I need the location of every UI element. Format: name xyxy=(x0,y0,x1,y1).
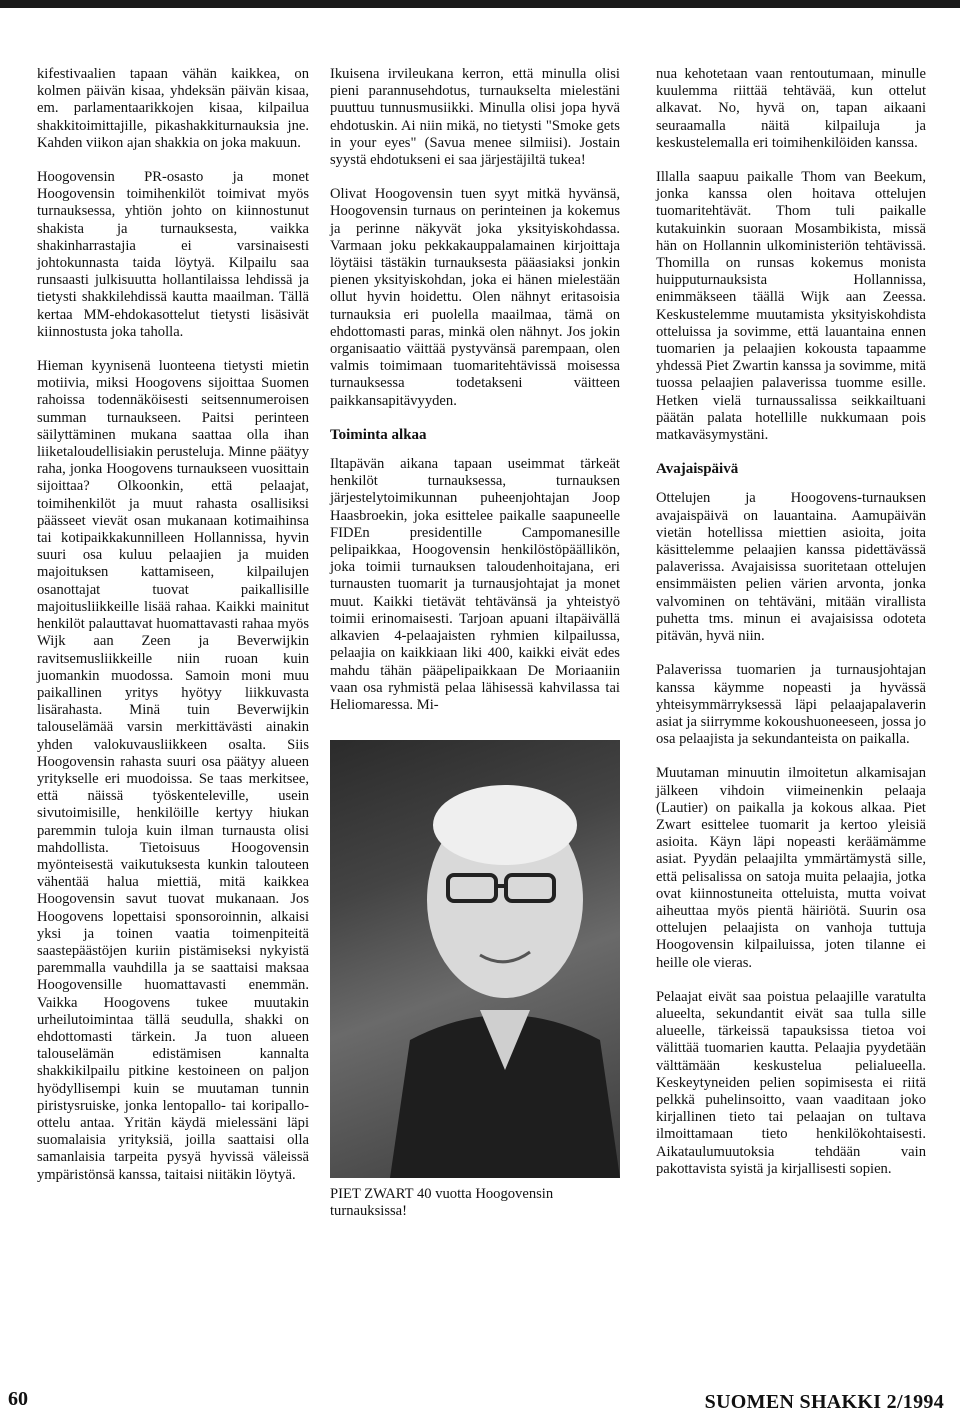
page-number: 60 xyxy=(8,1388,28,1410)
paragraph: nua kehotetaan vaan rentoutumaan, minulle kuulemma riittää tehtävää, kun ottelut alkavat. No, hyvä on, tapan aikaani seuraamalla näitä kilpailuja ja keskustelemalla eri toimihenkilöiden kanssa. xyxy=(656,66,926,151)
paragraph: Iltapävän aikana tapaan useimmat tärkeät henkilöt turnauksessa, turnauksen järjestelytoimikunnan puheenjohtajan Joop Haasbroekin, joka esittelee paikalle saapuneelle FIDEn presidentille Campomanesille pelipaikkaa, Hoogovensin henkilöstöpäällikön, joka toimii turnauksen taloudenhoitajana, eri turnausten tuomarit ja turnausjohtajat ja monet muut. Kaikki tietävät tehtävänsä ja yhteistyö toimii erinomaisesti. Tarjoan apuani iltapäivällä alkavien 4-pelaajaisten ryhmien kilpailussa, pelaajia on kaikkiaan liki 400, kaikki eivät edes mahdu tähän pääpelipaikkaan De Moriaaniin vaan osa ryhmistä pelaa lähisessä kahvilassa tai Heliomaressa. Mi- xyxy=(330,456,620,713)
paragraph: Hieman kyynisenä luonteena tietysti mietin motiivia, miksi Hoogovens sijoittaa Suomen rahoissa todennäköisesti seitsennumeroisen summan turnaukseen. Paitsi perinteen säilyttäminen mukana saattaa olla ihan liiketaloudellisiakin perusteluja. Minne päätyy raha, jonka Hoogovens turnaukseen vuosittain sijoittaa? Olkoonkin, että pelaajat, toimihenkilöt ja muut rahasta osallisiksi päässeet vievät osan mukanaan kotimaihinsa tai kotipaikkakunnilleen Hollannissa, hyvin suuri osa kuluu pelaajien ja muiden majoituksen kattamiseen, kilpailujen osanottajat tuovat paikallisille majoitusliikkeille lisää rahaa. Kaikki mainitut henkilöt palauttavat huomattavasti rahaa myös Wijk aan Zeen ja Beverwijkin ravitsemusliikkeille niin ruoan kuin juomankin muodossa. Samoin moni muu paikallinen yritys hyötyy liikkuvasta lisärahasta. Minä tuin Beverwijkin talouselämää varsin merkittävästi ainakin yhden valokuvausliikkeen osalta. Siis Hoogovensin rahasta suuri osa päätyy alueen yritykselle eri muodoissa. Se taas merkitsee, että näissä työskenteleville, usein sivutoimisille, henkilöille kertyy hiukan paremmin tuloja kuin ilman turnausta olisi mahdollista. Tietoisuus Hoogovensin myönteisestä vaikutuksesta kunkin talouteen vähentää halua miettiä, mitä kaikkea Hoogovensin savut tuovat mukanaan. Jos Hoogovens lopettaisi sponsoroinnin, alkaisi yksi ja toinen vaatia toimenpiteitä saastepäästöjen kuriin pistämiseksi nykyistä paremmalla vauhdilla ja se saattaisi maksaa Hoogovensille huomattavasti enemmän. Vaikka Hoogovens tukee muutakin urheilutoimintaa tällä seudulla, shakki on ehdottomasti tärkein. Ja tuon alueen talouselämän edistämisen kannalta shakkikilpailu pitkine kestoineen on paljon hyödyllisempi kuin se muutaman tunnin piristysruiske, jonka lentopallo- tai koripallo-ottelu antaa. Yritän käydä mielessäni läpi suomalaisia yrityksiä, joilla saattaisi olla samanlaisia tarpeita pysyä hyvissä väleissä ympäristönsä kanssa, taitaisi niitäkin löytyä. xyxy=(37,358,309,1183)
paragraph: Muutaman minuutin ilmoitetun alkamisajan jälkeen vihdoin viimeinenkin pelaaja (Lautier) on paikalla ja kokous alkaa. Piet Zwart esittelee tuomarit ja kertoo yleisiä asioita. Käyn läpi nopeasti keräämämme asiat. Pyydän pelaajilta ymmärtämystä sille, että pelisalissa on satoja muita pelaajia, jotka ovat kiinnostuneita otteluista, mutta voivat aiheuttaa myös pientä häiriötä. Suurin osa ottelujen pelaajista on vanhoja tuttuja Hoogovensin kilpailuissa, joten tilanne ei heille ole vieras. xyxy=(656,765,926,971)
column-3 xyxy=(656,66,926,1195)
paragraph: Ottelujen ja Hoogovens-turnauksen avajaispäivä on lauantaina. Aamupäivän vietän hotellissa miettien asioita, joita käsittelemme pelaajien kanssa pidettävässä palaverissa. Avajaisissa suoritetaan ottelujen ensimmäisten pelien värien arvonta, jonka valvominen on tehtäväni, mitään virallista puhetta tms. minun ei avajaisissa odoteta pitävän, hyvä niin. xyxy=(656,490,926,645)
column-2 xyxy=(330,66,620,1221)
magazine-title: SUOMEN SHAKKI 2/1994 xyxy=(704,1391,944,1413)
paragraph: kifestivaalien tapaan vähän kaikkea, on kolmen päivän kisaa, yhdeksän päivän kisaa, em. parlamentaarikkojen kisaa, kilpailua shakkitoimittajille, pikashakkiturnauksia jne. Kahden viikon ajan shakkia on joka makuun. xyxy=(37,66,309,151)
paragraph: Ikuisena irvileukana kerron, että minulla olisi pieni parannusehdotus, turnaukselta mielestäni puuttuu tunnusmusiikki. Minulla olisi jopa hyvä ehdotuskin. Ai niin mikä, no tietysti "Smoke gets in your eyes" (Savua menee silmiisi). Jostain syystä ehdotukseni ei saa järjestäjiltä tukea! xyxy=(330,66,620,169)
photo-caption: PIET ZWART 40 vuotta Hoogovensin turnauksissa! xyxy=(330,1186,554,1220)
paragraph: Pelaajat eivät saa poistua pelaajille varatulta alueelta, sekundantit eivät saa tulla sille alueelle, tärkeissä tapauksissa tietoa voi välittää tuomarien kautta. Pelaajia pyydetään välttämään keskustelua pelialueella. Keskeytyneiden pelien sopimisesta ei riitä pelkkä puhelinsoitto, vaan vaaditaan joko kirjallinen tieto tai pelaajan on tultava ilmoittamaan tieto henkilökohtaisesti. Aikataulumuutoksia tehdään vain pakottavista syistä ja kirjallisesti sopien. xyxy=(656,988,926,1177)
paragraph: Illalla saapuu paikalle Thom van Beekum, jonka kanssa olen hoitava ottelujen tuomaritehtävät. Thom tuli paikalle kutakuinkin suoraan Mosambikista, missä hän on Hollannin ulkoministeriön tehtävissä. Thomilla on runsas kokemus monista huipputurnauksista Hollannissa, enimmäkseen täällä Wijk aan Zeessa. Keskustelemme muutamista yksityiskohdista otteluissa ja sovimme, että lauantaina ennen tuomarien ja pelaajien kokousta tapaamme yhdessä Piet Zwartin kanssa ja sovimme, mitä tuossa pelaajien palaverissa tuomme esille. Hetken vielä turnaussalissa seikkailtuani päätän palata hotellille nukkumaan pois matkaväsymystäni. xyxy=(656,169,926,444)
paragraph: Palaverissa tuomarien ja turnausjohtajan kanssa käymme nopeasti ja hyvässä yhteisymmärryksessä läpi pelaajapalaverin asiat ja siirrymme kokoushuoneeseen, jossa jo osa pelaajista ja sekundanteista on paikalla. xyxy=(656,662,926,748)
paragraph: Olivat Hoogovensin tuen syyt mitkä hyvänsä, Hoogovensin turnaus on perinteinen ja kokemus ja perinne näkyvät joka yksityiskohdassa. Varmaan joku pekkakauppalamainen kirjoittaja löytäisi tästäkin turnauksesta pääasiaksi jonkin pienen yksityiskohdan, joka ei hänen mielestään ollut hyvin hoidettu. Olen nähnyt eritasoisia turnauksia eri puolella maailmaa, tämä on ehdottomasti paras, minkä olen nähnyt. Jos jokin organisaatio väittää pystyvänsä parempaan, olen valmis toimimaan tuomaritehtävissä moisessa turnauksessa todetakseni väitteen paikkansapitävyyden. xyxy=(330,186,620,409)
column-1 xyxy=(37,66,309,1201)
photo-piet-zwart xyxy=(330,740,620,1178)
portrait-illustration xyxy=(330,740,620,1178)
section-heading-avajaispaiva: Avajaispäivä xyxy=(656,461,739,478)
paragraph: Hoogovensin PR-osasto ja monet Hoogovensin toimihenkilöt toimivat myös turnauksessa, yhtiön johto on kiinnostunut shakista ja turnauksesta, vaikka shakinharrastajia ei varsinaisesti johtokunnasta taida löytyä. Kilpailu saa runsaasti julkisuutta hollantilaissa lehdissä ja tietysti shakkilehdissä kautta maailman. Tällä kertaa MM-ehdokasottelut tietysti lisäsivät kiinnostusta joka taholla. xyxy=(37,169,309,340)
section-heading-toiminta-alkaa: Toiminta alkaa xyxy=(330,426,427,443)
top-border-bar xyxy=(0,0,960,8)
